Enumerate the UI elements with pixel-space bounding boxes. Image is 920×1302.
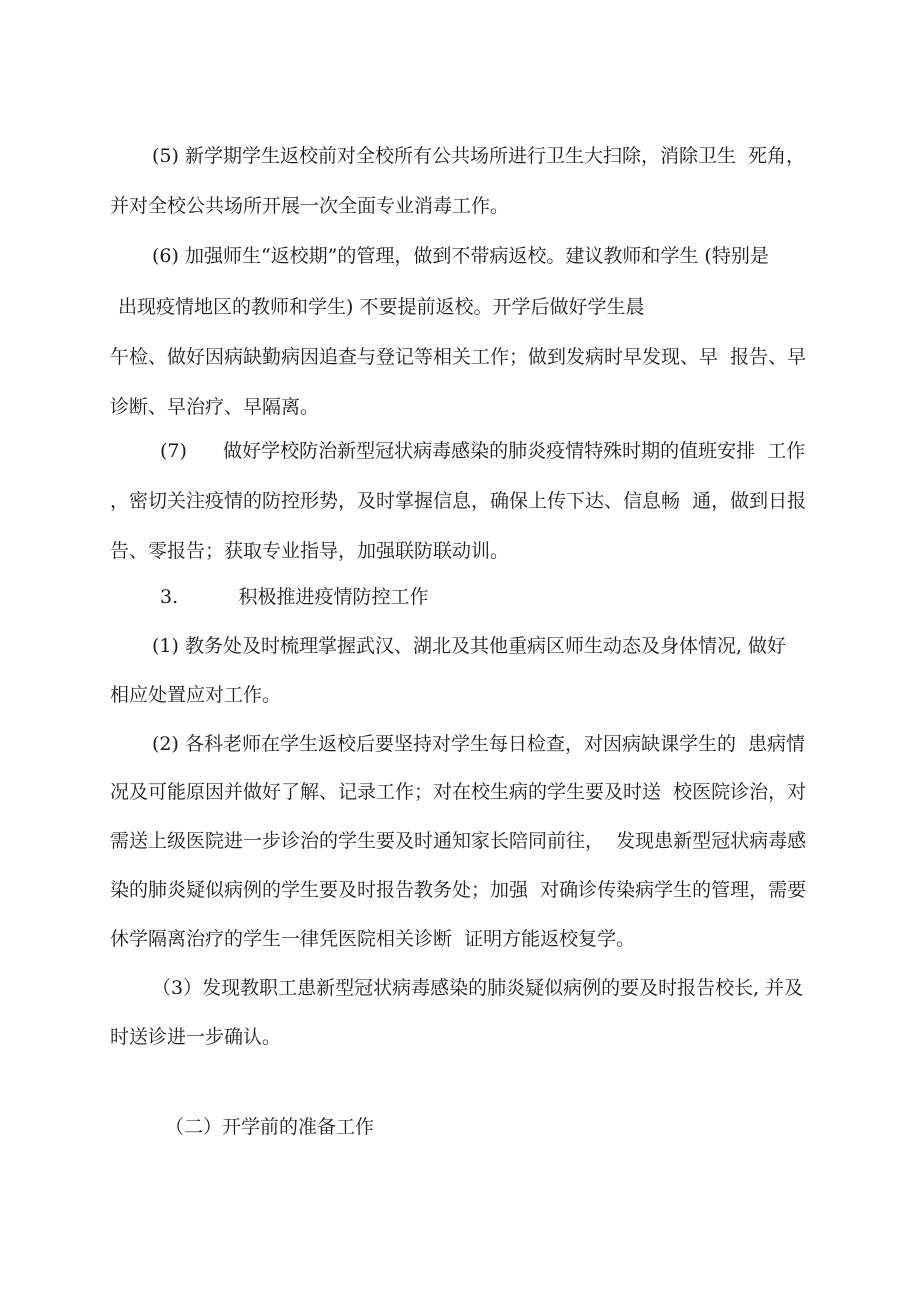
paragraph-6-line-2: 出现疫情地区的教师和学生) 不要提前返校。开学后做好学生晨	[118, 296, 645, 318]
item-3-line-1: （3）发现教职工患新型冠状病毒感染的肺炎疑似病例的要及时报告校长, 并及	[152, 977, 804, 999]
paragraph-5-line-1: (5) 新学期学生返校前对全校所有公共场所进行卫生大扫除，消除卫生 死角，	[152, 145, 806, 167]
paragraph-7-line-1: (7) 做好学校防治新型冠状病毒感染的肺炎疫情特殊时期的值班安排 工作	[160, 440, 806, 462]
paragraph-5-line-2: 并对全校公共场所开展一次全面专业消毒工作。	[110, 195, 510, 217]
paragraph-6-line-4: 诊断、早治疗、早隔离。	[110, 396, 320, 418]
item-2-line-4: 染的肺炎疑似病例的学生要及时报告教务处；加强 对确诊传染病学生的管理，需要	[110, 879, 807, 901]
item-3-line-2: 时送诊进一步确认。	[110, 1026, 282, 1048]
item-2-line-2: 况及可能原因并做好了解、记录工作；对在校生病的学生要及时送 校医院诊治，对	[110, 781, 807, 803]
paragraph-6-line-3: 午检、做好因病缺勤病因追查与登记等相关工作；做到发病时早发现、早 报告、早	[110, 346, 807, 368]
paragraph-6-line-1: (6) 加强师生“返校期”的管理，做到不带病返校。建议教师和学生 (特别是	[152, 245, 769, 267]
item-1-line-2: 相应处置应对工作。	[110, 684, 282, 706]
item-2-line-1: (2) 各科老师在学生返校后要坚持对学生每日检查，对因病缺课学生的 患病情	[152, 733, 806, 755]
item-1-line-1: (1) 教务处及时梳理掌握武汉、湖北及其他重病区师生动态及身体情况, 做好	[152, 635, 787, 657]
paragraph-7-line-3: 告、零报告；获取专业指导，加强联防联动训。	[110, 540, 510, 562]
section-2-heading: （二）开学前的准备工作	[165, 1116, 375, 1138]
item-2-line-5: 休学隔离治疗的学生一律凭医院相关诊断 证明方能返校复学。	[110, 928, 636, 950]
paragraph-7-line-2: ，密切关注疫情的防控形势，及时掌握信息，确保上传下达、信息畅 通，做到日报	[110, 490, 807, 512]
item-2-line-3: 需送上级医院进一步诊治的学生要及时通知家长陪同前往， 发现患新型冠状病毒感	[110, 830, 807, 852]
section-3-heading: 3. 积极推进疫情防控工作	[160, 586, 429, 608]
